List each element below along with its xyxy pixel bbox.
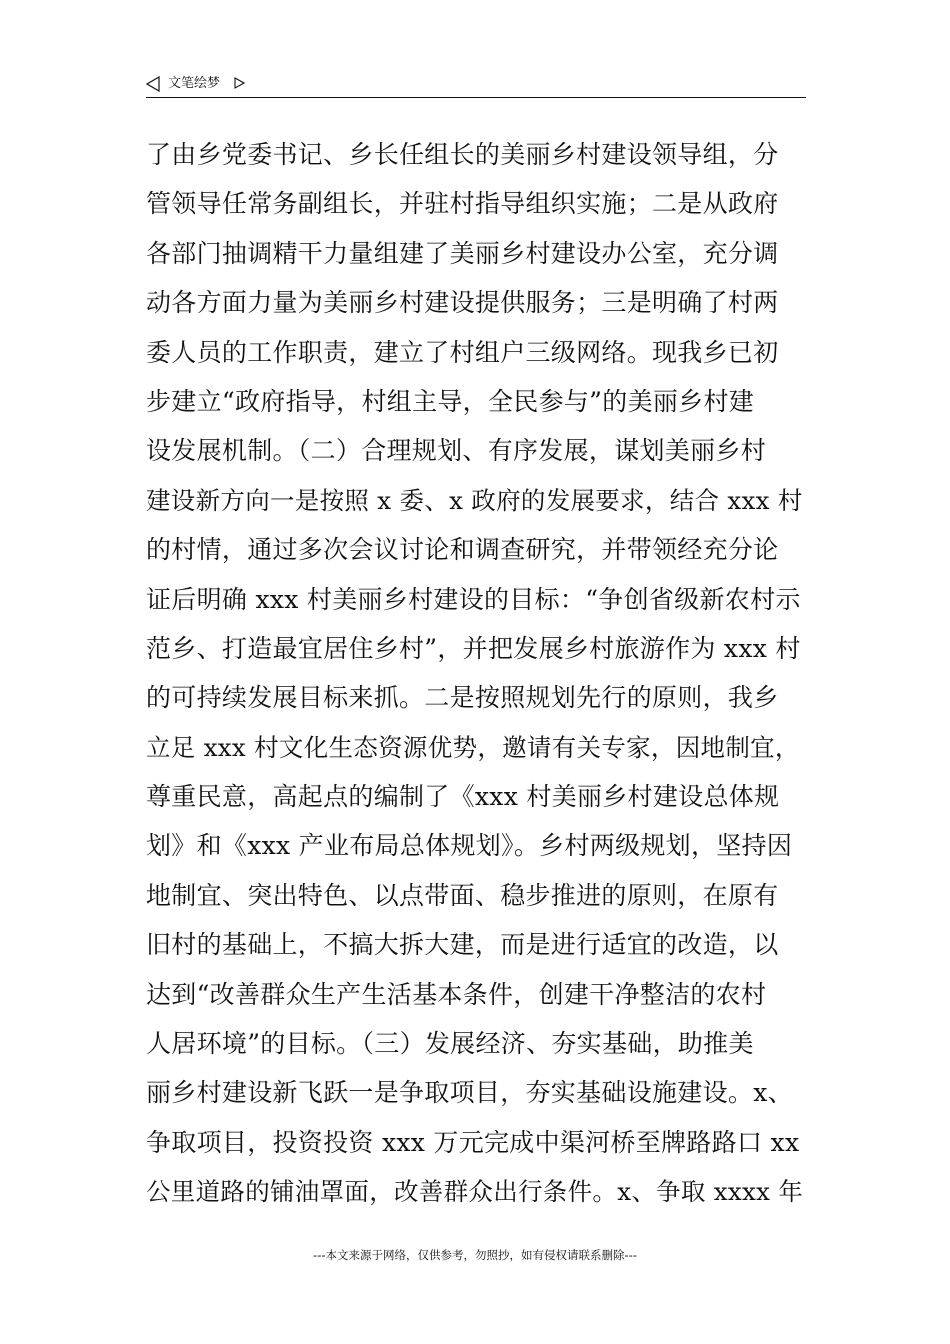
body-line: 争取项目，投资投资 xxx 万元完成中渠河桥至牌路路口 xx [146,1127,800,1157]
body-line: 地制宜、突出特色、以点带面、稳步推进的原则，在原有 [146,880,779,910]
body-line: 管领导任常务副组长，并驻村指导组织实施；二是从政府 [146,189,779,219]
footer-disclaimer: ---本文来源于网络，仅供参考，勿照抄，如有侵权请联系删除--- [313,1248,637,1262]
body-line: 各部门抽调精干力量组建了美丽乡村建设办公室，充分调 [146,238,779,268]
body-line: 公里道路的铺油罩面，改善群众出行条件。x、争取 xxxx 年 [146,1177,804,1207]
body-line: 人居环境”的目标。（三）发展经济、夯实基础，助推美 [146,1029,754,1059]
document-body [146,130,806,1217]
body-line: 动各方面力量为美丽乡村建设提供服务；三是明确了村两 [146,288,779,318]
body-line: 立足 xxx 村文化生态资源优势，邀请有关专家，因地制宜， [146,732,800,762]
body-line: 的可持续发展目标来抓。二是按照规划先行的原则，我乡 [146,683,779,713]
body-line: 丽乡村建设新飞跃一是争取项目，夯实基础设施建设。x、 [146,1078,793,1108]
header-divider [146,97,806,98]
header-title: 文笔绘梦 [168,76,221,91]
body-line: 的村情，通过多次会议讨论和调查研究，并带领经充分论 [146,535,779,565]
body-line: 达到“改善群众生产生活基本条件，创建干净整洁的农村 [146,979,767,1009]
body-line: 了由乡党委书记、乡长任组长的美丽乡村建设领导组，分 [146,140,779,169]
page-header [146,74,806,98]
triangle-left-outline-icon [146,76,160,92]
body-line: 划》和《xxx 产业布局总体规划》。乡村两级规划，坚持因 [146,831,793,861]
body-line: 尊重民意，高起点的编制了《xxx 村美丽乡村建设总体规 [146,782,780,812]
body-line: 旧村的基础上，不搞大拆大建，而是进行适宜的改造，以 [146,930,779,960]
body-line: 范乡、打造最宜居住乡村”，并把发展乡村旅游作为 xxx 村 [146,633,801,663]
body-line: 建设新方向一是按照 x 委、x 政府的发展要求，结合 xxx 村 [146,485,803,515]
body-line: 设发展机制。（二）合理规划、有序发展，谋划美丽乡村 [146,436,767,466]
triangle-right-outline-icon [234,77,245,89]
body-line: 委人员的工作职责，建立了村组户三级网络。现我乡已初 [146,337,779,367]
body-line: 步建立“政府指导，村组主导，全民参与”的美丽乡村建 [146,386,755,416]
body-line: 证后明确 xxx 村美丽乡村建设的目标：“争创省级新农村示 [146,584,801,614]
